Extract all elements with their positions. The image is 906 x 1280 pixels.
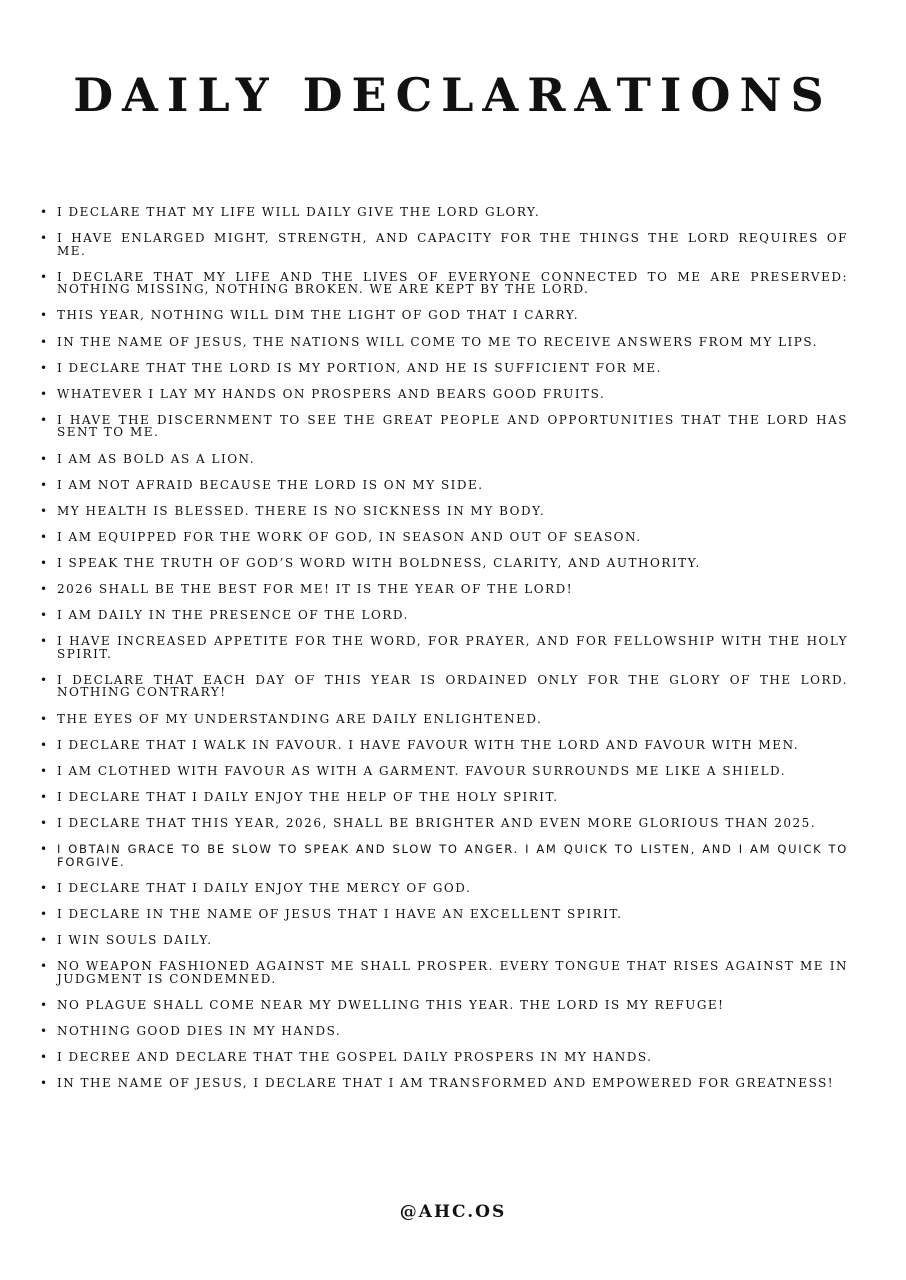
list-item xyxy=(38,271,848,296)
list-item xyxy=(38,934,848,947)
bullet-icon: • xyxy=(40,737,49,752)
bullet-icon: • xyxy=(40,1075,49,1090)
list-item xyxy=(38,817,848,830)
list-item xyxy=(38,739,848,752)
declaration-text: I AM AS BOLD AS A LION. xyxy=(57,451,256,466)
declaration-text: I DECLARE THAT MY LIFE WILL DAILY GIVE THE LORD GLORY. xyxy=(57,205,541,219)
declaration-text: I AM DAILY IN THE PRESENCE OF THE LORD. xyxy=(57,608,409,623)
list-item xyxy=(38,453,848,466)
bullet-icon: • xyxy=(40,529,49,544)
bullet-icon: • xyxy=(40,608,49,623)
bullet-icon: • xyxy=(40,269,49,284)
list-item xyxy=(38,583,848,596)
declaration-text: WHATEVER I LAY MY HANDS ON PROSPERS AND BEARS GOOD FRUITS. xyxy=(57,386,606,401)
list-item xyxy=(38,908,848,921)
bullet-icon: • xyxy=(40,451,49,466)
list-item xyxy=(38,414,848,439)
list-item xyxy=(38,791,848,804)
list-item xyxy=(38,882,848,895)
bullet-icon: • xyxy=(40,231,49,246)
list-item xyxy=(38,362,848,375)
bullet-icon: • xyxy=(40,789,49,804)
bullet-icon: • xyxy=(40,1049,49,1064)
declaration-text: I AM CLOTHED WITH FAVOUR AS WITH A GARMENT. FAVOUR SURROUNDS ME LIKE A SHIELD. xyxy=(57,763,787,778)
bullet-icon: • xyxy=(40,360,49,375)
declaration-text: NOTHING GOOD DIES IN MY HANDS. xyxy=(57,1023,342,1038)
bullet-icon: • xyxy=(40,763,49,778)
declaration-text: I OBTAIN GRACE TO BE SLOW TO SPEAK AND SLOW TO ANGER. I AM QUICK TO LISTEN, AND I AM QUICK TO FORGIVE. xyxy=(57,842,848,869)
bullet-icon: • xyxy=(40,386,49,401)
declaration-text: I WIN SOULS DAILY. xyxy=(57,932,213,947)
declaration-text: MY HEALTH IS BLESSED. THERE IS NO SICKNESS IN MY BODY. xyxy=(57,503,546,518)
bullet-icon: • xyxy=(40,672,49,687)
declaration-text: THE EYES OF MY UNDERSTANDING ARE DAILY ENLIGHTENED. xyxy=(57,711,543,726)
bullet-icon: • xyxy=(40,711,49,726)
declaration-text: NO WEAPON FASHIONED AGAINST ME SHALL PROSPER. EVERY TONGUE THAT RISES AGAINST ME IN JUDGMENT IS CONDEMNED. xyxy=(57,959,848,986)
page-title: DAILY DECLARATIONS xyxy=(73,68,833,122)
list-item xyxy=(38,388,848,401)
list-item xyxy=(38,1077,848,1090)
declaration-text: I DECREE AND DECLARE THAT THE GOSPEL DAILY PROSPERS IN MY HANDS. xyxy=(57,1049,653,1064)
bullet-icon: • xyxy=(40,1023,49,1038)
declaration-text: I HAVE THE DISCERNMENT TO SEE THE GREAT PEOPLE AND OPPORTUNITIES THAT THE LORD HAS SENT TO ME. xyxy=(57,412,848,440)
footer-handle: @AHC.OS xyxy=(399,1202,507,1222)
declarations-list xyxy=(38,206,848,1103)
declaration-text: I DECLARE THAT I DAILY ENJOY THE MERCY OF GOD. xyxy=(57,880,472,895)
list-item xyxy=(38,206,848,219)
bullet-icon: • xyxy=(40,503,49,518)
list-item xyxy=(38,232,848,257)
list-item xyxy=(38,960,848,985)
list-item xyxy=(38,557,848,570)
bullet-icon: • xyxy=(40,880,49,895)
declaration-text: I DECLARE THAT THE LORD IS MY PORTION, AND HE IS SUFFICIENT FOR ME. xyxy=(57,360,662,375)
bullet-icon: • xyxy=(40,906,49,921)
declaration-text: 2026 SHALL BE THE BEST FOR ME! IT IS THE YEAR OF THE LORD! xyxy=(57,582,574,596)
list-item xyxy=(38,1051,848,1064)
declaration-text: I AM NOT AFRAID BECAUSE THE LORD IS ON MY SIDE. xyxy=(57,477,484,492)
bullet-icon: • xyxy=(40,997,49,1012)
bullet-icon: • xyxy=(40,308,49,323)
declaration-text: I DECLARE THAT THIS YEAR, 2026, SHALL BE BRIGHTER AND EVEN MORE GLORIOUS THAN 2025. xyxy=(57,815,817,830)
declaration-text: I DECLARE IN THE NAME OF JESUS THAT I HAVE AN EXCELLENT SPIRIT. xyxy=(57,906,623,921)
declaration-text: NO PLAGUE SHALL COME NEAR MY DWELLING THIS YEAR. THE LORD IS MY REFUGE! xyxy=(57,997,725,1012)
list-item xyxy=(38,309,848,322)
declaration-text: THIS YEAR, NOTHING WILL DIM THE LIGHT OF GOD THAT I CARRY. xyxy=(57,308,580,323)
bullet-icon: • xyxy=(40,842,49,857)
bullet-icon: • xyxy=(40,634,49,649)
declaration-text: I DECLARE THAT MY LIFE AND THE LIVES OF EVERYONE CONNECTED TO ME ARE PRESERVED: NOTHING MISSING, NOTHING BROKEN. WE ARE KEPT BY THE LORD. xyxy=(57,269,848,297)
list-item xyxy=(38,713,848,726)
declaration-text: I HAVE INCREASED APPETITE FOR THE WORD, FOR PRAYER, AND FOR FELLOWSHIP WITH THE HOLY SPIRIT. xyxy=(57,634,848,661)
list-item xyxy=(38,843,848,868)
list-item xyxy=(38,336,848,349)
list-item xyxy=(38,765,848,778)
declaration-text: I AM EQUIPPED FOR THE WORK OF GOD, IN SEASON AND OUT OF SEASON. xyxy=(57,529,642,544)
list-item xyxy=(38,635,848,660)
declaration-text: IN THE NAME OF JESUS, THE NATIONS WILL COME TO ME TO RECEIVE ANSWERS FROM MY LIPS. xyxy=(57,334,818,349)
declaration-text: I DECLARE THAT EACH DAY OF THIS YEAR IS ORDAINED ONLY FOR THE GLORY OF THE LORD. NOTHING CONTRARY! xyxy=(57,672,848,700)
declaration-text: I SPEAK THE TRUTH OF GOD’S WORD WITH BOLDNESS, CLARITY, AND AUTHORITY. xyxy=(57,555,701,570)
bullet-icon: • xyxy=(40,555,49,570)
bullet-icon: • xyxy=(40,582,49,596)
bullet-icon: • xyxy=(40,815,49,830)
list-item xyxy=(38,479,848,492)
bullet-icon: • xyxy=(40,932,49,947)
bullet-icon: • xyxy=(40,334,49,349)
list-item xyxy=(38,609,848,622)
declaration-text: I HAVE ENLARGED MIGHT, STRENGTH, AND CAPACITY FOR THE THINGS THE LORD REQUIRES OF ME. xyxy=(57,231,848,258)
bullet-icon: • xyxy=(40,412,49,427)
declaration-text: IN THE NAME OF JESUS, I DECLARE THAT I AM TRANSFORMED AND EMPOWERED FOR GREATNESS! xyxy=(57,1075,835,1090)
list-item xyxy=(38,505,848,518)
bullet-icon: • xyxy=(40,477,49,492)
declaration-text: I DECLARE THAT I WALK IN FAVOUR. I HAVE FAVOUR WITH THE LORD AND FAVOUR WITH MEN. xyxy=(57,737,800,752)
list-item xyxy=(38,1025,848,1038)
list-item xyxy=(38,531,848,544)
list-item xyxy=(38,999,848,1012)
list-item xyxy=(38,674,848,699)
declaration-text: I DECLARE THAT I DAILY ENJOY THE HELP OF THE HOLY SPIRIT. xyxy=(57,789,559,804)
bullet-icon: • xyxy=(40,959,49,973)
bullet-icon: • xyxy=(40,205,49,219)
